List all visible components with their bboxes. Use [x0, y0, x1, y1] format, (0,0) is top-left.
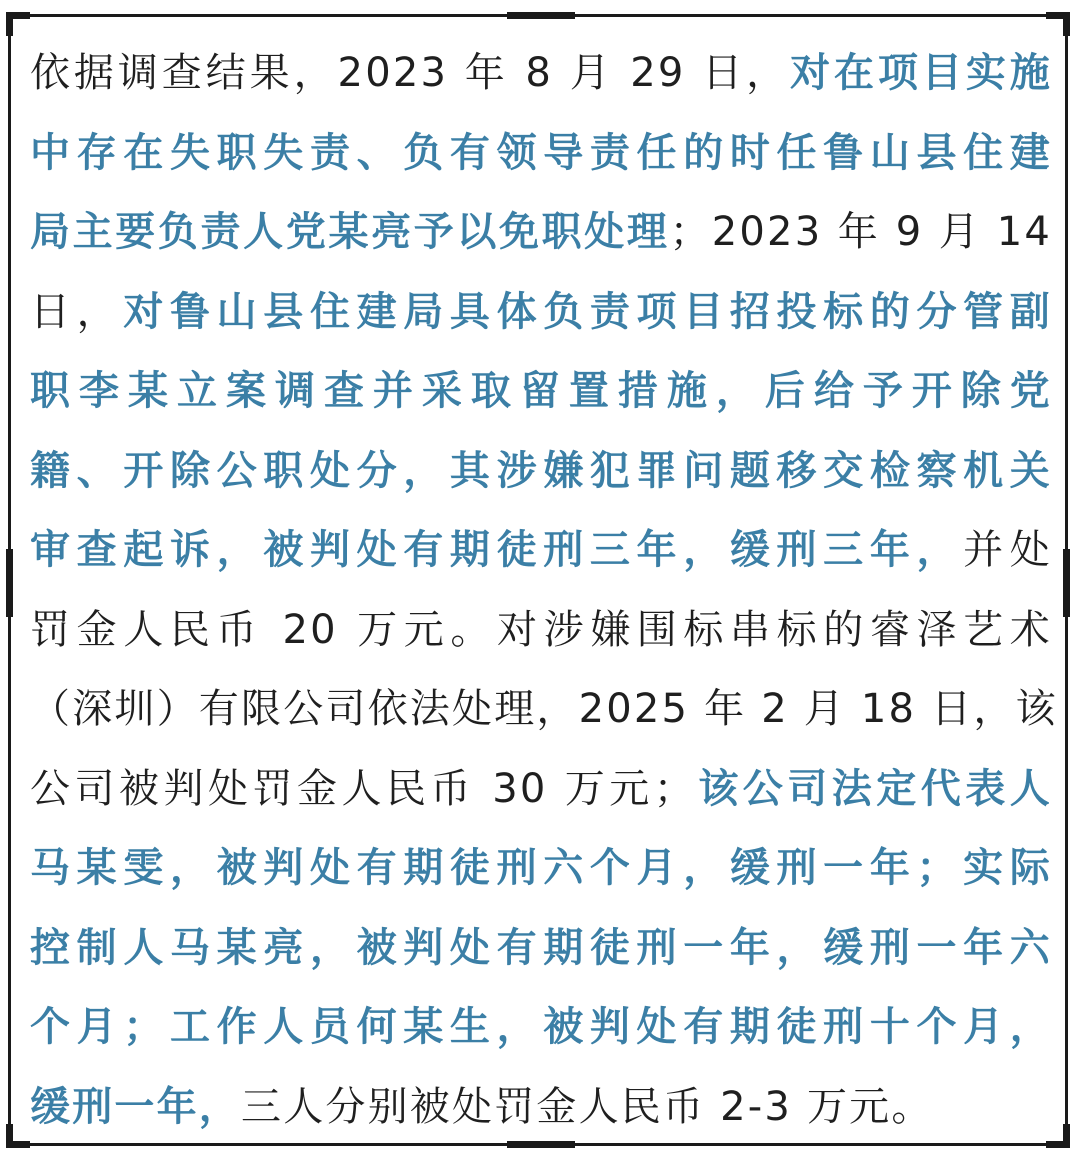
highlighted-text: 缓刑一年， [30, 1083, 241, 1130]
text-line [30, 432, 1052, 512]
article-paragraph [30, 34, 1058, 1147]
crop-handle-right[interactable] [1063, 549, 1070, 617]
body-text: （深圳）有限公司依法处理，2025 年 2 月 18 日，该 [30, 686, 1058, 732]
text-line [30, 273, 1052, 353]
crop-corner-bottom-right-v[interactable] [1063, 1124, 1070, 1148]
crop-handle-top[interactable] [507, 12, 575, 19]
highlighted-text: 职李某立案调查并采取留置措施，后给予开除党 [30, 368, 1052, 414]
crop-corner-top-left-v[interactable] [6, 12, 13, 36]
crop-corner-bottom-left-v[interactable] [6, 1124, 13, 1148]
highlighted-text: 籍、开除公职处分，其涉嫌犯罪问题移交检察机关 [30, 447, 1052, 494]
text-line [30, 829, 1052, 909]
highlighted-text: 中存在失职失责、负有领导责任的时任鲁山县住建 [30, 129, 1052, 176]
text-line [30, 114, 1052, 194]
body-text: 公司被判处罚金人民币 30 万元； [30, 765, 696, 812]
highlighted-text: 审查起诉，被判处有期徒刑三年，缓刑三年， [30, 527, 964, 573]
body-text: ；2023 年 9 月 14 [669, 209, 1052, 255]
body-text: 日， [30, 288, 124, 335]
body-text: 罚金人民币 20 万元。对涉嫌围标串标的睿泽艺术 [30, 606, 1052, 653]
text-line [30, 34, 1052, 114]
body-text: 三人分别被处罚金人民币 2-3 万元。 [241, 1083, 934, 1130]
body-text: 并处 [963, 527, 1052, 573]
text-line [30, 750, 1052, 830]
crop-handle-left[interactable] [6, 549, 13, 617]
highlighted-text: 对鲁山县住建局具体负责项目招投标的分管副 [123, 288, 1053, 335]
highlighted-text: 该公司法定代表人 [695, 765, 1052, 812]
text-line [30, 591, 1052, 671]
crop-corner-top-right-v[interactable] [1063, 12, 1070, 36]
text-line [30, 909, 1052, 989]
text-line [30, 511, 1052, 591]
highlighted-text: 局主要负责人党某亮予以免职处理 [30, 209, 670, 255]
text-line [30, 670, 1058, 750]
highlighted-text: 个月；工作人员何某生，被判处有期徒刑十个月， [30, 1004, 1052, 1050]
highlighted-text: 马某雯，被判处有期徒刑六个月，缓刑一年；实际 [30, 845, 1052, 891]
body-text: 依据调查结果，2023 年 8 月 29 日， [30, 50, 791, 96]
highlighted-text: 控制人马某亮，被判处有期徒刑一年，缓刑一年六 [30, 924, 1052, 971]
text-line [30, 352, 1052, 432]
text-line [30, 988, 1052, 1068]
text-line [30, 193, 1052, 273]
highlighted-text: 对在项目实施 [790, 50, 1052, 96]
text-line [30, 1068, 1052, 1148]
